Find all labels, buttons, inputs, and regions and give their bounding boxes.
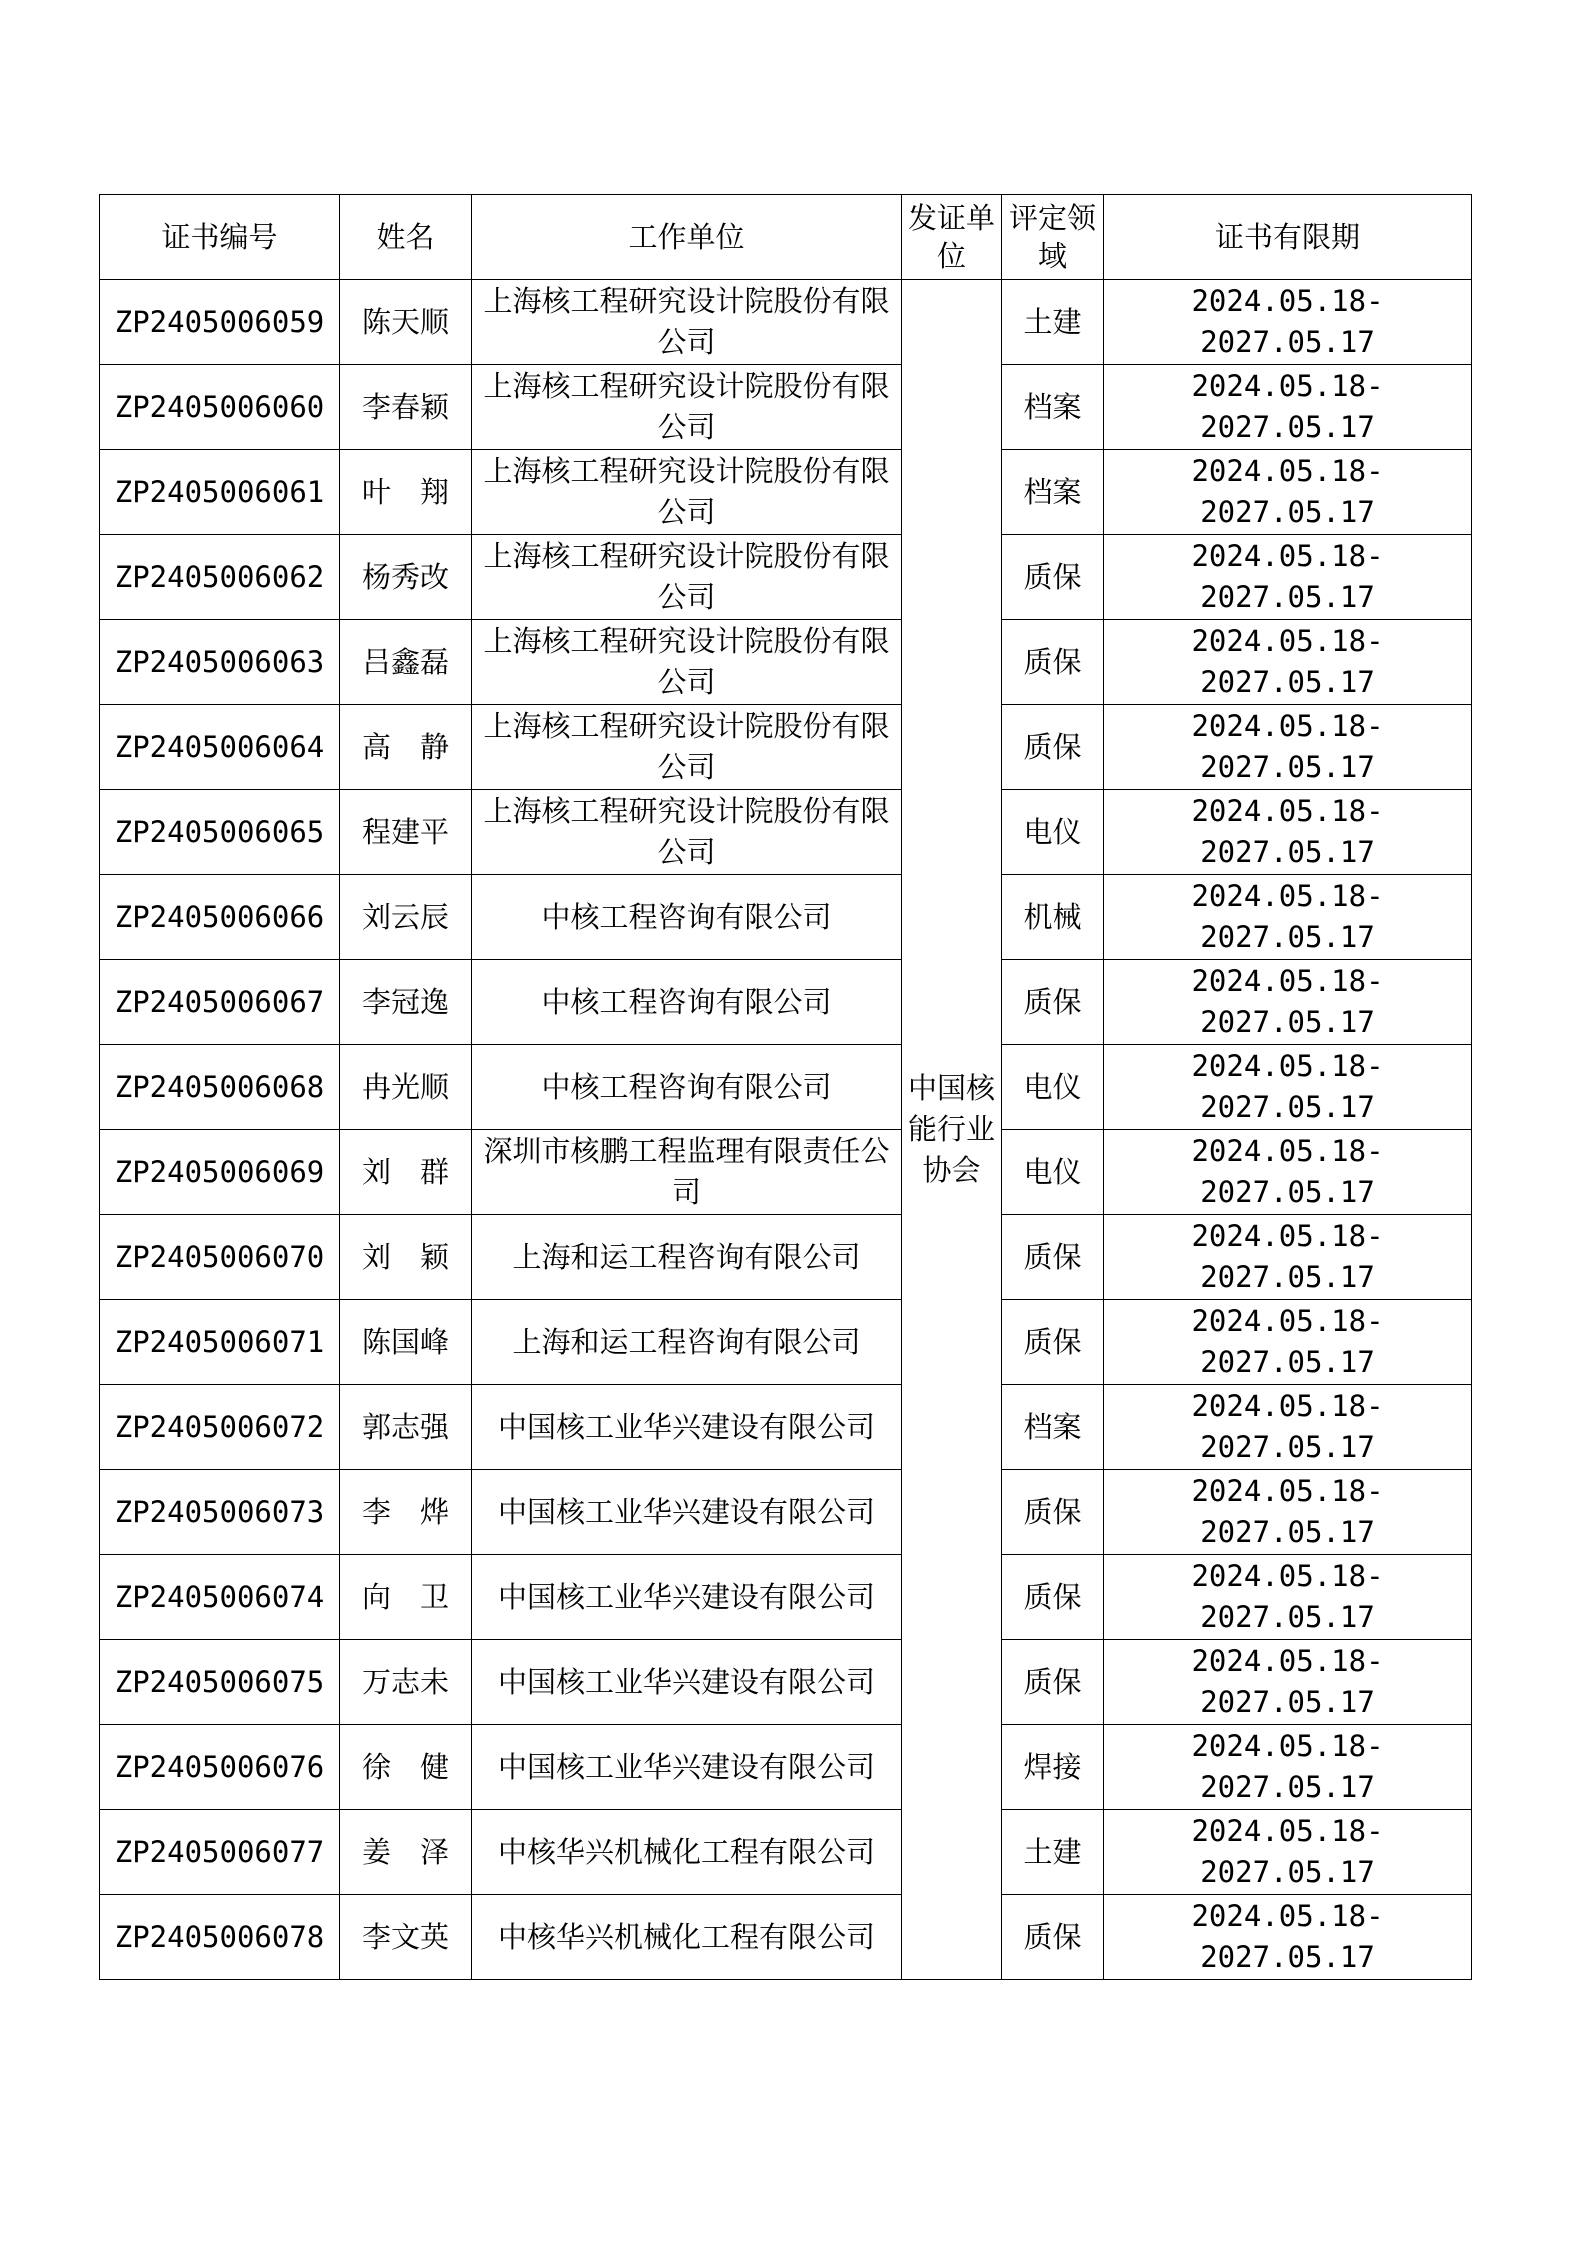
cert-no-cell: ZP2405006075 <box>100 1640 340 1725</box>
table-row <box>100 280 1472 365</box>
validity-cell: 2024.05.18-2027.05.17 <box>1104 960 1472 1045</box>
cert-no-cell: ZP2405006074 <box>100 1555 340 1640</box>
field-cell: 质保 <box>1002 1895 1104 1980</box>
validity-cell: 2024.05.18-2027.05.17 <box>1104 875 1472 960</box>
org-cell: 深圳市核鹏工程监理有限责任公司 <box>472 1130 902 1215</box>
header-field: 评定领域 <box>1002 195 1104 280</box>
table-row <box>100 1130 1472 1215</box>
org-cell: 中核工程咨询有限公司 <box>472 960 902 1045</box>
field-cell: 质保 <box>1002 1215 1104 1300</box>
validity-cell: 2024.05.18-2027.05.17 <box>1104 280 1472 365</box>
validity-cell: 2024.05.18-2027.05.17 <box>1104 1725 1472 1810</box>
field-cell: 质保 <box>1002 705 1104 790</box>
cert-no-cell: ZP2405006071 <box>100 1300 340 1385</box>
field-cell: 档案 <box>1002 450 1104 535</box>
name-cell: 李春颖 <box>340 365 472 450</box>
table-row <box>100 535 1472 620</box>
field-cell: 质保 <box>1002 1555 1104 1640</box>
validity-cell: 2024.05.18-2027.05.17 <box>1104 1215 1472 1300</box>
field-cell: 土建 <box>1002 1810 1104 1895</box>
cert-no-cell: ZP2405006068 <box>100 1045 340 1130</box>
validity-cell: 2024.05.18-2027.05.17 <box>1104 1045 1472 1130</box>
validity-cell: 2024.05.18-2027.05.17 <box>1104 790 1472 875</box>
field-cell: 质保 <box>1002 535 1104 620</box>
field-cell: 焊接 <box>1002 1725 1104 1810</box>
name-cell: 李冠逸 <box>340 960 472 1045</box>
table-row <box>100 1810 1472 1895</box>
org-cell: 中国核工业华兴建设有限公司 <box>472 1385 902 1470</box>
name-cell: 陈国峰 <box>340 1300 472 1385</box>
table-row <box>100 705 1472 790</box>
table-body <box>100 280 1472 1980</box>
certificate-table <box>99 194 1472 1980</box>
org-cell: 中核华兴机械化工程有限公司 <box>472 1895 902 1980</box>
cert-no-cell: ZP2405006059 <box>100 280 340 365</box>
org-cell: 上海核工程研究设计院股份有限公司 <box>472 280 902 365</box>
name-cell: 冉光顺 <box>340 1045 472 1130</box>
org-cell: 上海核工程研究设计院股份有限公司 <box>472 450 902 535</box>
field-cell: 质保 <box>1002 620 1104 705</box>
field-cell: 质保 <box>1002 1470 1104 1555</box>
table-row <box>100 1385 1472 1470</box>
cert-no-cell: ZP2405006064 <box>100 705 340 790</box>
org-cell: 中国核工业华兴建设有限公司 <box>472 1640 902 1725</box>
validity-cell: 2024.05.18-2027.05.17 <box>1104 1470 1472 1555</box>
table-row <box>100 1555 1472 1640</box>
validity-cell: 2024.05.18-2027.05.17 <box>1104 1300 1472 1385</box>
table-row <box>100 790 1472 875</box>
org-cell: 上海和运工程咨询有限公司 <box>472 1300 902 1385</box>
field-cell: 质保 <box>1002 960 1104 1045</box>
org-cell: 上海和运工程咨询有限公司 <box>472 1215 902 1300</box>
org-cell: 中核工程咨询有限公司 <box>472 875 902 960</box>
name-cell: 刘云辰 <box>340 875 472 960</box>
validity-cell: 2024.05.18-2027.05.17 <box>1104 1895 1472 1980</box>
validity-cell: 2024.05.18-2027.05.17 <box>1104 1385 1472 1470</box>
table-row <box>100 365 1472 450</box>
table-row <box>100 960 1472 1045</box>
validity-cell: 2024.05.18-2027.05.17 <box>1104 1640 1472 1725</box>
org-cell: 中核华兴机械化工程有限公司 <box>472 1810 902 1895</box>
cert-no-cell: ZP2405006073 <box>100 1470 340 1555</box>
header-name: 姓名 <box>340 195 472 280</box>
cert-no-cell: ZP2405006072 <box>100 1385 340 1470</box>
header-cert-no: 证书编号 <box>100 195 340 280</box>
cert-no-cell: ZP2405006063 <box>100 620 340 705</box>
name-cell: 吕鑫磊 <box>340 620 472 705</box>
cert-no-cell: ZP2405006062 <box>100 535 340 620</box>
name-cell: 刘 颖 <box>340 1215 472 1300</box>
validity-cell: 2024.05.18-2027.05.17 <box>1104 1130 1472 1215</box>
name-cell: 姜 泽 <box>340 1810 472 1895</box>
cert-no-cell: ZP2405006066 <box>100 875 340 960</box>
table-row <box>100 1725 1472 1810</box>
field-cell: 质保 <box>1002 1300 1104 1385</box>
cert-no-cell: ZP2405006078 <box>100 1895 340 1980</box>
org-cell: 中国核工业华兴建设有限公司 <box>472 1470 902 1555</box>
validity-cell: 2024.05.18-2027.05.17 <box>1104 450 1472 535</box>
org-cell: 中核工程咨询有限公司 <box>472 1045 902 1130</box>
table-row <box>100 1640 1472 1725</box>
field-cell: 电仪 <box>1002 1130 1104 1215</box>
field-cell: 质保 <box>1002 1640 1104 1725</box>
validity-cell: 2024.05.18-2027.05.17 <box>1104 365 1472 450</box>
field-cell: 档案 <box>1002 1385 1104 1470</box>
name-cell: 叶 翔 <box>340 450 472 535</box>
table-row <box>100 1300 1472 1385</box>
cert-no-cell: ZP2405006077 <box>100 1810 340 1895</box>
validity-cell: 2024.05.18-2027.05.17 <box>1104 620 1472 705</box>
org-cell: 上海核工程研究设计院股份有限公司 <box>472 790 902 875</box>
name-cell: 徐 健 <box>340 1725 472 1810</box>
header-issuer: 发证单位 <box>902 195 1002 280</box>
field-cell: 档案 <box>1002 365 1104 450</box>
table-row <box>100 1215 1472 1300</box>
name-cell: 高 静 <box>340 705 472 790</box>
org-cell: 中国核工业华兴建设有限公司 <box>472 1555 902 1640</box>
header-org: 工作单位 <box>472 195 902 280</box>
cert-no-cell: ZP2405006070 <box>100 1215 340 1300</box>
name-cell: 陈天顺 <box>340 280 472 365</box>
org-cell: 上海核工程研究设计院股份有限公司 <box>472 535 902 620</box>
name-cell: 程建平 <box>340 790 472 875</box>
cert-no-cell: ZP2405006065 <box>100 790 340 875</box>
name-cell: 杨秀改 <box>340 535 472 620</box>
field-cell: 土建 <box>1002 280 1104 365</box>
cert-no-cell: ZP2405006060 <box>100 365 340 450</box>
cert-no-cell: ZP2405006076 <box>100 1725 340 1810</box>
validity-cell: 2024.05.18-2027.05.17 <box>1104 1810 1472 1895</box>
org-cell: 上海核工程研究设计院股份有限公司 <box>472 705 902 790</box>
validity-cell: 2024.05.18-2027.05.17 <box>1104 1555 1472 1640</box>
field-cell: 电仪 <box>1002 790 1104 875</box>
table-row <box>100 875 1472 960</box>
name-cell: 李 烨 <box>340 1470 472 1555</box>
table-header-row <box>100 195 1472 280</box>
cert-no-cell: ZP2405006067 <box>100 960 340 1045</box>
table-row <box>100 1895 1472 1980</box>
name-cell: 郭志强 <box>340 1385 472 1470</box>
field-cell: 机械 <box>1002 875 1104 960</box>
cert-no-cell: ZP2405006061 <box>100 450 340 535</box>
org-cell: 中国核工业华兴建设有限公司 <box>472 1725 902 1810</box>
cert-no-cell: ZP2405006069 <box>100 1130 340 1215</box>
issuer-cell: 中国核能行业协会 <box>902 280 1002 1980</box>
table-row <box>100 450 1472 535</box>
validity-cell: 2024.05.18-2027.05.17 <box>1104 535 1472 620</box>
header-validity: 证书有限期 <box>1104 195 1472 280</box>
name-cell: 李文英 <box>340 1895 472 1980</box>
name-cell: 向 卫 <box>340 1555 472 1640</box>
org-cell: 上海核工程研究设计院股份有限公司 <box>472 365 902 450</box>
table-row <box>100 1470 1472 1555</box>
org-cell: 上海核工程研究设计院股份有限公司 <box>472 620 902 705</box>
name-cell: 万志未 <box>340 1640 472 1725</box>
table-row <box>100 620 1472 705</box>
validity-cell: 2024.05.18-2027.05.17 <box>1104 705 1472 790</box>
field-cell: 电仪 <box>1002 1045 1104 1130</box>
table-row <box>100 1045 1472 1130</box>
name-cell: 刘 群 <box>340 1130 472 1215</box>
